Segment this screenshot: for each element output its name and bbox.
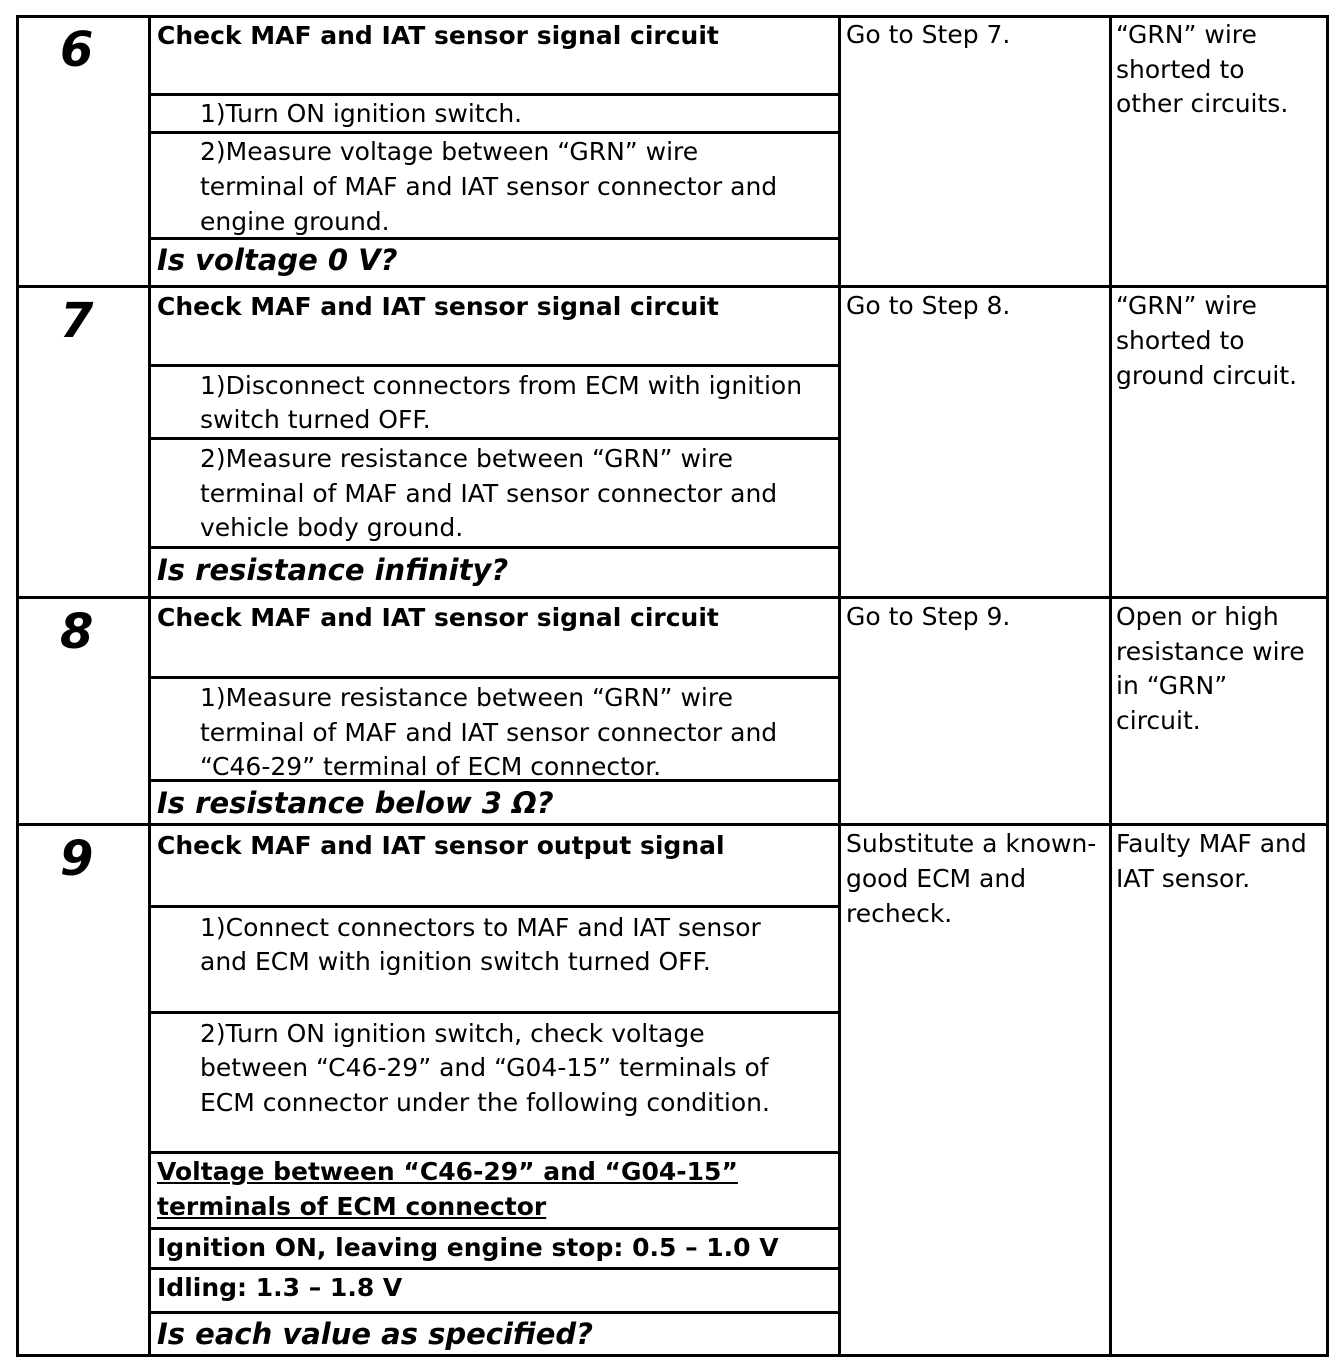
step-title: Check MAF and IAT sensor signal circuit	[157, 603, 719, 632]
cell-divider	[148, 1311, 841, 1314]
spec-value: Ignition ON, leaving engine stop: 0.5 – 1.0 V	[157, 1233, 779, 1262]
no-result: IAT sensor.	[1116, 864, 1251, 893]
step-question: Is resistance below 3 Ω?	[157, 786, 554, 820]
cell-divider	[148, 1011, 841, 1014]
action-line: switch turned OFF.	[200, 405, 431, 434]
action-line: “C46-29” terminal of ECM connector.	[200, 752, 662, 781]
step-number: 6	[60, 22, 94, 78]
no-result: Faulty MAF and	[1116, 829, 1307, 858]
action-line: 1)Measure resistance between “GRN” wire	[200, 683, 733, 712]
action-line: terminal of MAF and IAT sensor connector and	[200, 172, 778, 201]
step-title: Check MAF and IAT sensor output signal	[157, 831, 725, 860]
spec-value: Idling: 1.3 – 1.8 V	[157, 1273, 403, 1302]
yes-result: Go to Step 8.	[846, 291, 1011, 320]
step-question: Is each value as specified?	[157, 1317, 593, 1351]
column-divider	[148, 15, 151, 1357]
cell-divider	[148, 905, 841, 908]
cell-divider	[148, 676, 841, 679]
action-line: vehicle body ground.	[200, 513, 464, 542]
yes-result: recheck.	[846, 899, 953, 928]
step-question: Is resistance infinity?	[157, 553, 509, 587]
action-line: and ECM with ignition switch turned OFF.	[200, 947, 711, 976]
column-divider	[1109, 15, 1112, 1357]
column-divider	[838, 15, 841, 1357]
action-line: 1)Turn ON ignition switch.	[200, 99, 523, 128]
step-number: 7	[60, 293, 94, 349]
no-result: in “GRN”	[1116, 671, 1228, 700]
action-line: engine ground.	[200, 207, 390, 236]
cell-divider	[148, 546, 841, 549]
action-line: 1)Connect connectors to MAF and IAT sensor	[200, 913, 761, 942]
no-result: shorted to	[1116, 326, 1245, 355]
no-result: circuit.	[1116, 706, 1201, 735]
action-line: between “C46-29” and “G04-15” terminals of	[200, 1053, 769, 1082]
action-line: 1)Disconnect connectors from ECM with ignition	[200, 371, 803, 400]
action-line: terminal of MAF and IAT sensor connector and	[200, 718, 778, 747]
yes-result: Go to Step 9.	[846, 602, 1011, 631]
step-title: Check MAF and IAT sensor signal circuit	[157, 292, 719, 321]
cell-divider	[148, 437, 841, 440]
step-number: 9	[60, 831, 94, 887]
no-result: “GRN” wire	[1116, 291, 1257, 320]
action-line: 2)Measure voltage between “GRN” wire	[200, 137, 699, 166]
no-result: ground circuit.	[1116, 361, 1298, 390]
action-line: 2)Measure resistance between “GRN” wire	[200, 444, 733, 473]
action-line: 2)Turn ON ignition switch, check voltage	[200, 1019, 705, 1048]
yes-result: Substitute a known-	[846, 829, 1097, 858]
yes-result: Go to Step 7.	[846, 20, 1011, 49]
spec-heading: terminals of ECM connector	[157, 1192, 547, 1221]
action-line: ECM connector under the following condition.	[200, 1088, 770, 1117]
step-title: Check MAF and IAT sensor signal circuit	[157, 21, 719, 50]
no-result: shorted to	[1116, 55, 1245, 84]
no-result: resistance wire	[1116, 637, 1305, 666]
step-number: 8	[60, 604, 94, 660]
no-result: other circuits.	[1116, 89, 1289, 118]
action-line: terminal of MAF and IAT sensor connector and	[200, 479, 778, 508]
yes-result: good ECM and	[846, 864, 1027, 893]
spec-heading: Voltage between “C46-29” and “G04-15”	[157, 1157, 738, 1186]
step-question: Is voltage 0 V?	[157, 243, 398, 277]
cell-divider	[148, 364, 841, 367]
no-result: Open or high	[1116, 602, 1279, 631]
no-result: “GRN” wire	[1116, 20, 1257, 49]
